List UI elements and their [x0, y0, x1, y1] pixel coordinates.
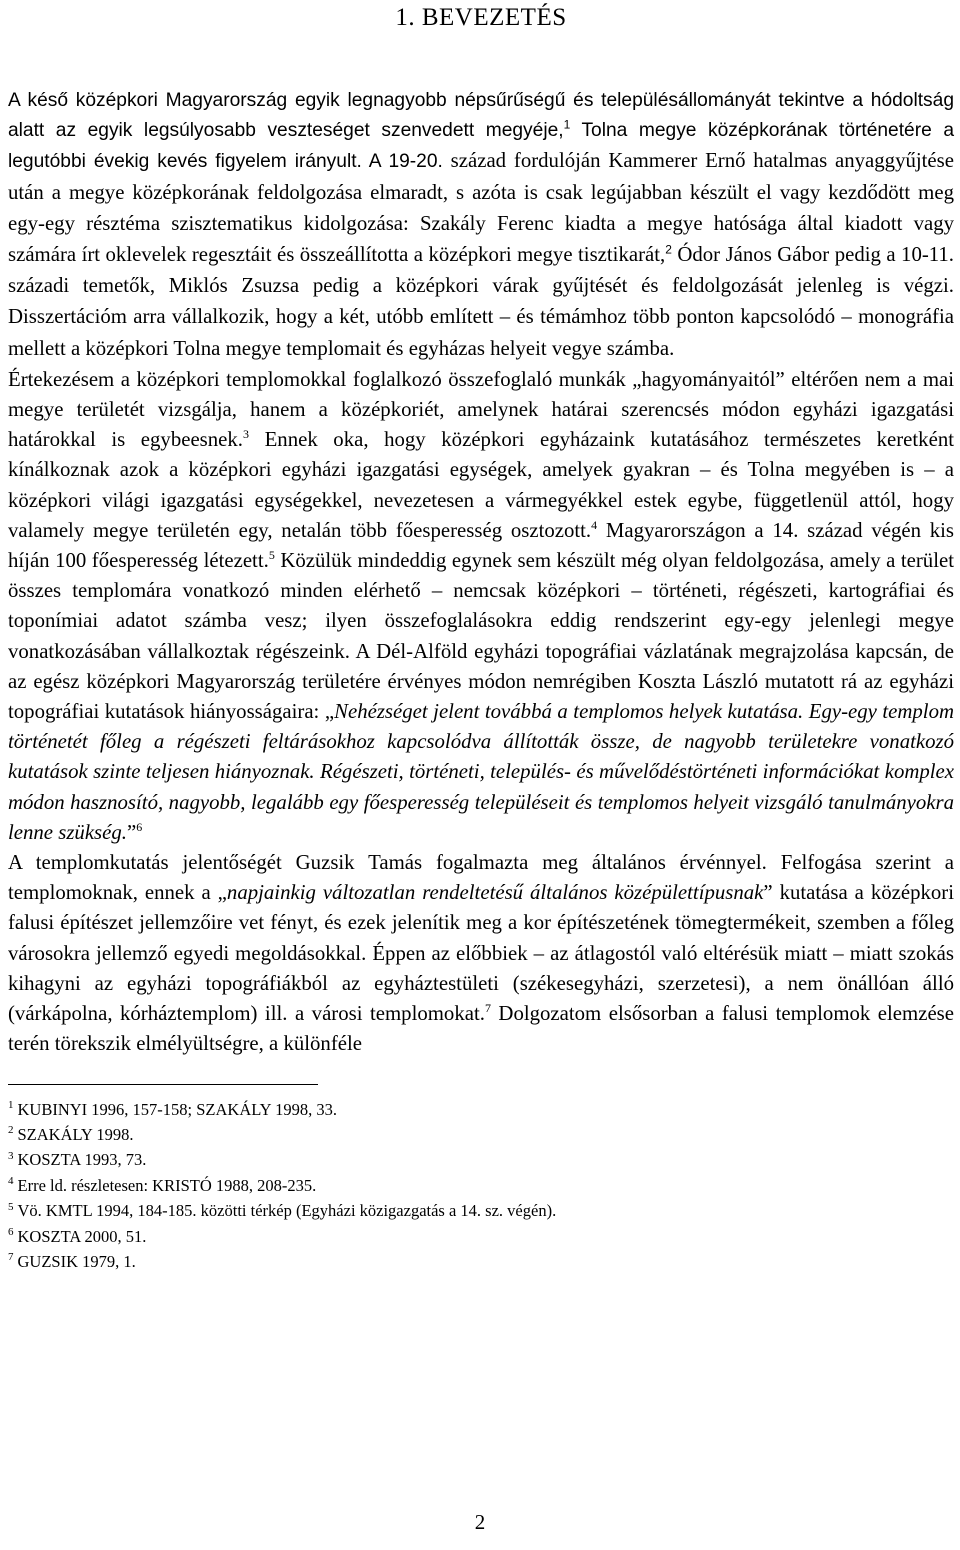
footnote-number: 4: [8, 1175, 14, 1188]
footnote-text: Vö. KMTL 1994, 184-185. közötti térkép (Egyházi közigazgatás a 14. sz. végén).: [17, 1201, 557, 1221]
footnote-ref: 6: [136, 819, 143, 834]
footnote-separator: [8, 1084, 318, 1085]
footnote: [8, 1147, 954, 1172]
footnote-ref: 1: [563, 117, 571, 132]
footnote-number: 7: [8, 1251, 14, 1264]
text-run: ” kutatása a középkori falusi építészet jellemzőire vet fényt, és ezek jelenítik meg a kor építészetének tömegtermékeit, szemben a főleg városokra jellemző egyedi megoldásokkal. Éppen az előbbiek – az átlagostól való eltérésük miatt – miatt szokás kihagyni az egyházi topográfiákból az egyháztestületi (székesegyházi, szerzetesi), a nem önállóan álló (várkápolna, kórháztemplom) ill. a városi templomokat.: [8, 881, 954, 1026]
quotation-italic: napjainkig változatlan rendeltetésű általános középülettípusnak: [226, 881, 764, 905]
footnote: [8, 1198, 954, 1223]
quotation-italic: Nehézséget jelent továbbá a templomos helyek kutatása. Egy-egy templom történetét főleg a régészeti feltárásokhoz kapcsolódva állították össze, de nagyobb területekre vonatkozó kutatások szinte teljesen hiányoznak. Régészeti, történeti, település- és művelődéstörténeti információkat komplex módon hasznosító, nagyobb, legalább egy főesperesség településeit és templomos helyeit vizsgáló tanulmányokra lenne szükség.: [8, 700, 954, 844]
page-number: 2: [474, 1510, 486, 1534]
footnote-ref: 3: [243, 427, 250, 442]
footnote-text: KOSZTA 1993, 73.: [17, 1150, 147, 1170]
text-run: Magyarországon a 14. század végén kis híján 100 főesperesség létezett.: [8, 518, 954, 573]
footnote: [8, 1122, 954, 1147]
text-run: századi temetők, Miklós Zsuzsa pedig a középkori várak gyűjtését és feldolgozását jelenleg is végzi.: [8, 274, 954, 298]
footnote-ref: 2: [665, 242, 672, 257]
text-run: ”: [126, 820, 137, 844]
text-run: Disszertációm arra vállalkozik, hogy a két, utóbb említett – és témámhoz több ponton kapcsolódó – monográfia mellett a középkori Tolna megye templomait és egyházas helyeit vegye számba.: [8, 305, 954, 360]
text-run: század fordulóján Kammerer Ernő hatalmas anyaggyűjtése után a megye középkorának feldolgozása elmaradt, s azóta is csak legújabban készült el vagy kezdődött meg egy-egy résztéma szisztematikus kidolgozása: Szakály Ferenc kiadta a megye hatósága által kiadott vagy számára írt oklevelek regesztáit és összeállította a középkori megye tisztikarát,: [8, 149, 954, 267]
footnote-text: KOSZTA 2000, 51.: [17, 1226, 147, 1246]
footnote-number: 5: [8, 1200, 14, 1213]
text-run: Ódor János Gábor pedig a 10-11.: [671, 243, 954, 267]
paragraph-scope: [8, 365, 954, 848]
text-run: Ennek oka, hogy középkori egyházaink kutatásához természetes keretként kínálkoznak azok a középkori egyházi igazgatási egységek, amelyek gyakran – és Tolna megyében is – a középkori világi igazgatási egységekkel, nevezetesen a vármegyékkel estek egybe, függetlenül attól, hogy valamely megye területén egy, netalán több főesperesség osztozott.: [8, 428, 954, 542]
footnote: [8, 1097, 954, 1122]
footnote-text: GUZSIK 1979, 1.: [17, 1251, 136, 1271]
footnotes: [8, 1097, 954, 1275]
paragraph-significance: [8, 848, 954, 1059]
footnote-number: 1: [8, 1099, 14, 1111]
text-run: Tolna megye középkorának történetére a legutóbbi évekig kevés figyelem irányult. A 19-20.: [8, 120, 954, 173]
text-run: A késő középkori Magyarország egyik legnagyobb népsűrűségű és településállományát tekintve a hódoltság alatt az egyik legsúlyosabb veszteséget szenvedett megyéje,: [8, 90, 954, 142]
footnote-text: Erre ld. részletesen: KRISTÓ 1988, 208-235.: [17, 1175, 317, 1195]
footnote-text: KUBINYI 1996, 157-158; SZAKÁLY 1998, 33.: [17, 1099, 337, 1119]
paragraph-intro: [8, 86, 954, 365]
footnote: [8, 1249, 954, 1274]
footnote-number: 3: [8, 1149, 14, 1162]
footnote-number: 6: [8, 1226, 14, 1239]
footnote: [8, 1224, 954, 1249]
document-page: [8, 0, 954, 1274]
footnote-ref: 4: [591, 517, 598, 532]
chapter-heading: 1. BEVEZETÉS: [395, 4, 567, 31]
text-run: Értekezésem a középkori templomokkal foglalkozó összefoglaló munkák „hagyományaitól” eltérően nem a mai megye területét vizsgálja, hanem a középkoriét, amelynek határai szerencsés módon egyházi igazgatási határokkal is egybeesnek.: [8, 367, 954, 452]
footnote: [8, 1173, 954, 1198]
footnote-number: 2: [8, 1124, 14, 1137]
text-run: Közülük mindeddig egynek sem készült még olyan feldolgozása, amely a terület összes templomára vonatkozó minden elérhető – nemcsak középkori – történeti, régészeti, kartográfiai és toponímiai adatot számba vesz; ilyen összefoglalásokra eddig rendszerint egy-egy jelenlegi megye vonatkozásában vállalkoztak régészeink. A Dél-Alföld egyházi topográfiai vázlatának megrajzolása kapcsán, de az egész középkori Magyarország területére érvényes módon nemrégiben Koszta László mutatott rá az egyházi topográfiai kutatások hiányosságaira: „: [8, 549, 954, 724]
text-run: A templomkutatás jelentőségét Guzsik Tamás fogalmazta meg általános érvénnyel. Felfogása szerint a templomoknak, ennek a „: [8, 851, 954, 905]
footnote-text: SZAKÁLY 1998.: [17, 1124, 134, 1144]
footnote-ref: 7: [484, 1001, 491, 1016]
footnote-ref: 5: [268, 548, 275, 563]
body-text: [8, 86, 954, 1060]
text-run: Dolgozatom elsősorban a falusi templomok elemzése terén törekszik elmélyültségre, a különféle: [8, 1002, 954, 1056]
